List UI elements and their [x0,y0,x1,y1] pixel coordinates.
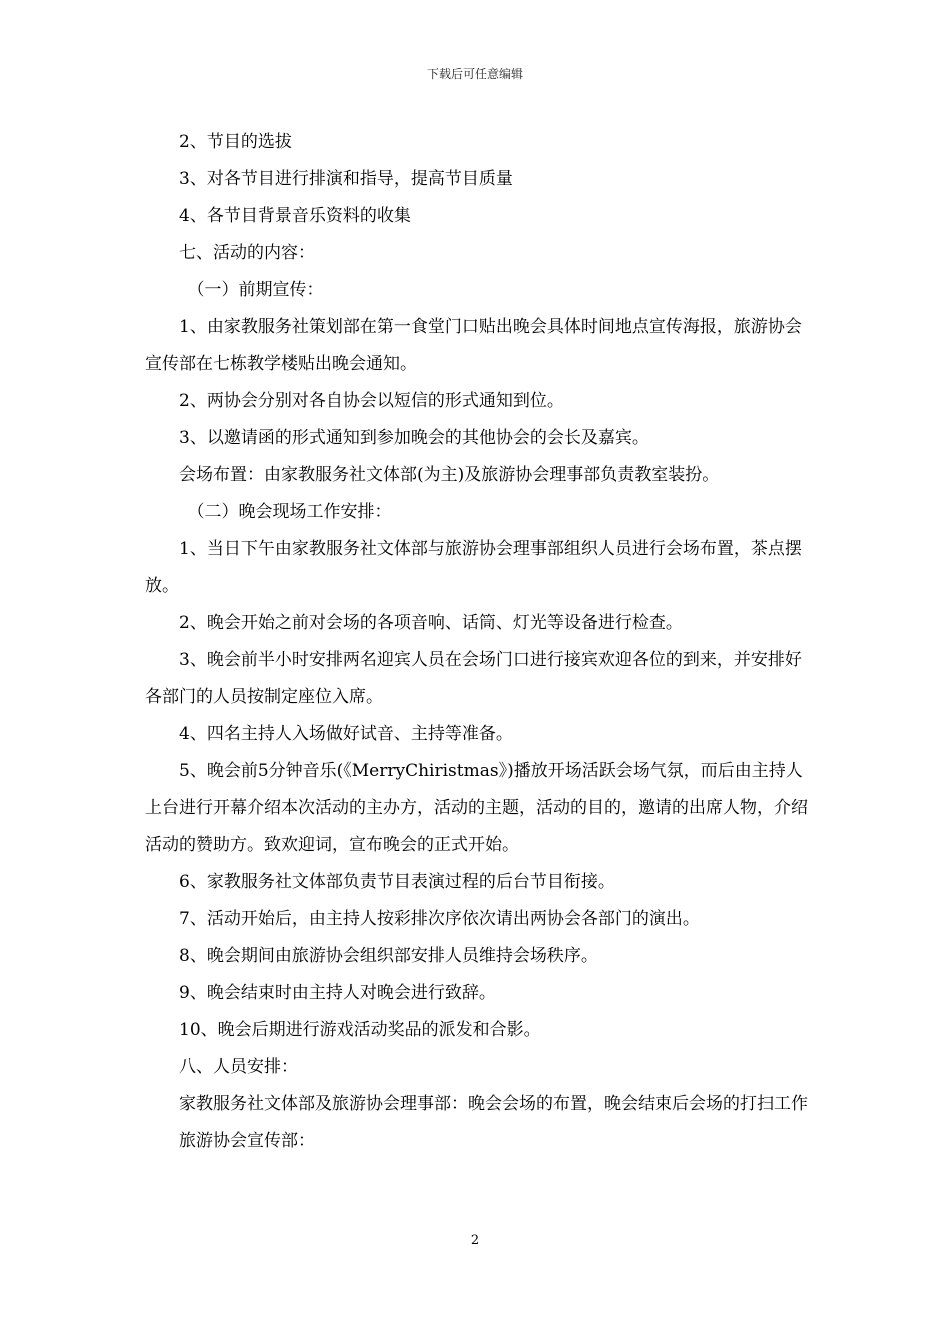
page-header: 下载后可任意编辑 [426,67,523,81]
paragraph: 旅游协会宣传部： [179,1131,315,1151]
paragraph: 6、家教服务社文体部负责节目表演过程的后台节目衔接。 [179,872,615,892]
section-heading: 八、人员安排： [179,1057,298,1077]
paragraph: 1、由家教服务社策划部在第一食堂门口贴出晚会具体时间地点宣传海报，旅游协会宣传部在七栋教学楼贴出晚会通知。 [145,317,802,374]
page-number: 2 [470,1233,480,1248]
document-body [145,124,810,1160]
subsection-heading: （一）前期宣传： [187,280,324,300]
paragraph: 8、晚会期间由旅游协会组织部安排人员维持会场秩序。 [179,946,598,966]
paragraph: 3、晚会前半小时安排两名迎宾人员在会场门口进行接宾欢迎各位的到来，并安排好各部门的人员按制定座位入席。 [145,650,802,707]
paragraph: 4、各节目背景音乐资料的收集 [179,206,411,226]
paragraph: 家教服务社文体部及旅游协会理事部：晚会会场的布置，晚会结束后会场的打扫工作 [179,1094,808,1114]
paragraph: 10、晚会后期进行游戏活动奖品的派发和合影。 [179,1020,541,1040]
paragraph: 2、节目的选拔 [179,132,292,152]
paragraph: 3、以邀请函的形式通知到参加晚会的其他协会的会长及嘉宾。 [179,428,649,448]
paragraph: 7、活动开始后，由主持人按彩排次序依次请出两协会各部门的演出。 [179,909,700,929]
section-heading: 七、活动的内容： [179,243,315,263]
paragraph: 会场布置：由家教服务社文体部(为主)及旅游协会理事部负责教室装扮。 [179,465,720,485]
paragraph: 2、两协会分别对各自协会以短信的形式通知到位。 [179,391,564,411]
subsection-heading: （二）晚会现场工作安排： [187,502,392,522]
paragraph: 5、晚会前5分钟音乐(《MerryChiristmas》)播放开场活跃会场气氛，而后由主持人上台进行开幕介绍本次活动的主办方，活动的主题，活动的目的，邀请的出席人物，介绍活动的赞助方。致欢迎词，宣布晚会的正式开始。 [145,761,808,855]
paragraph: 1、当日下午由家教服务社文体部与旅游协会理事部组织人员进行会场布置，茶点摆放。 [145,539,802,596]
paragraph: 2、晚会开始之前对会场的各项音响、话筒、灯光等设备进行检查。 [179,613,683,633]
paragraph: 3、对各节目进行排演和指导，提高节目质量 [179,169,513,189]
paragraph: 4、四名主持人入场做好试音、主持等准备。 [179,724,513,744]
paragraph: 9、晚会结束时由主持人对晚会进行致辞。 [179,983,496,1003]
